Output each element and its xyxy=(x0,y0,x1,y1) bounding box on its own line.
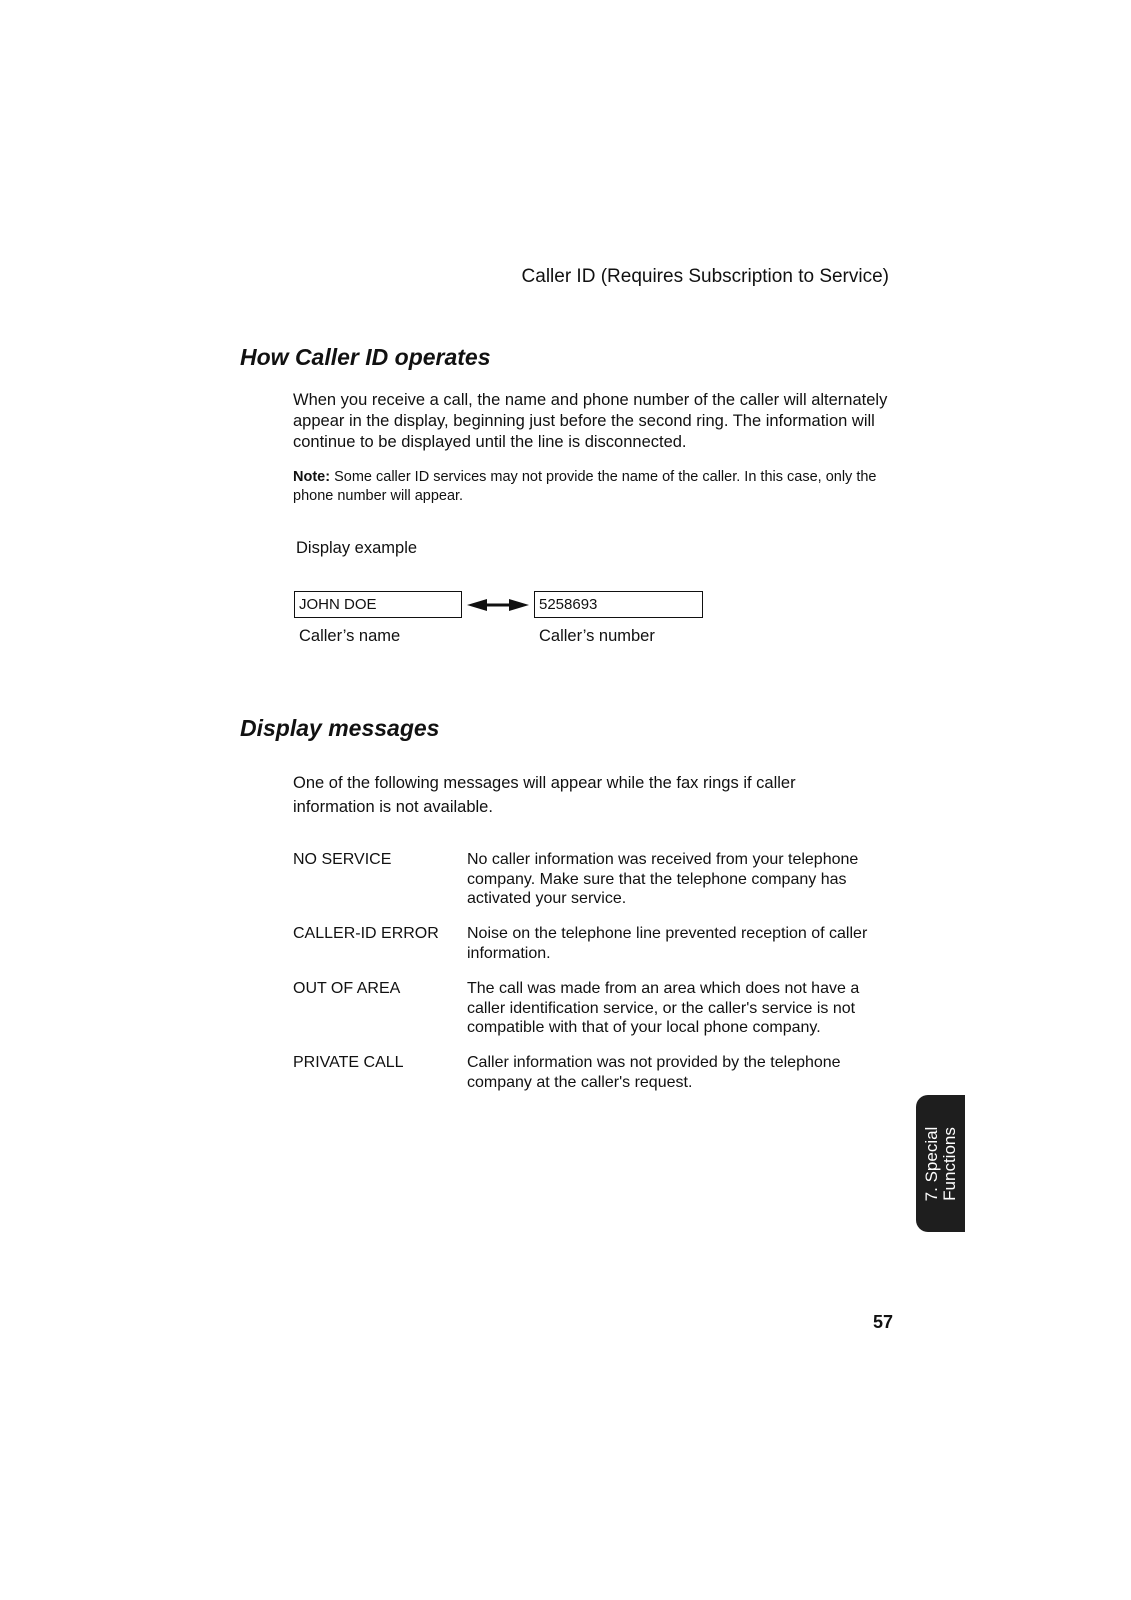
intro-line-1: One of the following messages will appear while the fax rings if caller xyxy=(293,774,796,792)
caller-number-display: 5258693 xyxy=(534,591,703,618)
page-number: 57 xyxy=(872,1312,893,1332)
message-term: OUT OF AREA xyxy=(293,980,401,997)
section-heading-display-messages: Display messages xyxy=(240,715,440,741)
display-messages-intro xyxy=(293,771,893,819)
side-tab-line-1: 7. Special xyxy=(921,1126,941,1201)
caller-name-display: JOHN DOE xyxy=(294,591,462,618)
message-row xyxy=(293,850,893,909)
display-example-title: Display example xyxy=(296,539,418,557)
intro-paragraph: When you receive a call, the name and phone number of the caller will alternately appear in the display, beginning just before the second ring. The information will continue to be displayed until the line is disconnected. xyxy=(293,391,888,451)
side-tab-line-2: Functions xyxy=(939,1126,959,1201)
caller-number-caption: Caller’s number xyxy=(539,627,655,645)
note-text: Some caller ID services may not provide the name of the caller. In this case, only the phone number will appear. xyxy=(293,469,877,504)
message-row xyxy=(293,979,893,1038)
note-label: Note: xyxy=(293,469,331,485)
message-description: Noise on the telephone line prevented reception of caller information. xyxy=(467,925,868,962)
note-paragraph xyxy=(293,468,893,506)
message-row xyxy=(293,924,893,963)
message-term: NO SERVICE xyxy=(293,851,392,868)
message-description: Caller information was not provided by the telephone company at the caller's request. xyxy=(467,1054,841,1091)
message-term: PRIVATE CALL xyxy=(293,1054,404,1071)
double-arrow-icon xyxy=(467,597,529,613)
section-heading-how-caller-id-operates: How Caller ID operates xyxy=(240,344,491,370)
message-description: No caller information was received from your telephone company. Make sure that the telephone company has activated your service. xyxy=(467,851,859,907)
running-header: Caller ID (Requires Subscription to Service) xyxy=(521,266,889,287)
chapter-side-tab xyxy=(916,1095,965,1232)
caller-name-caption: Caller’s name xyxy=(299,627,401,645)
message-row xyxy=(293,1053,893,1092)
intro-line-2: information is not available. xyxy=(293,798,493,816)
message-description: The call was made from an area which does not have a caller identification service, or the caller's service is not compatible with that of your local phone company. xyxy=(467,980,860,1036)
message-term: CALLER-ID ERROR xyxy=(293,925,439,942)
